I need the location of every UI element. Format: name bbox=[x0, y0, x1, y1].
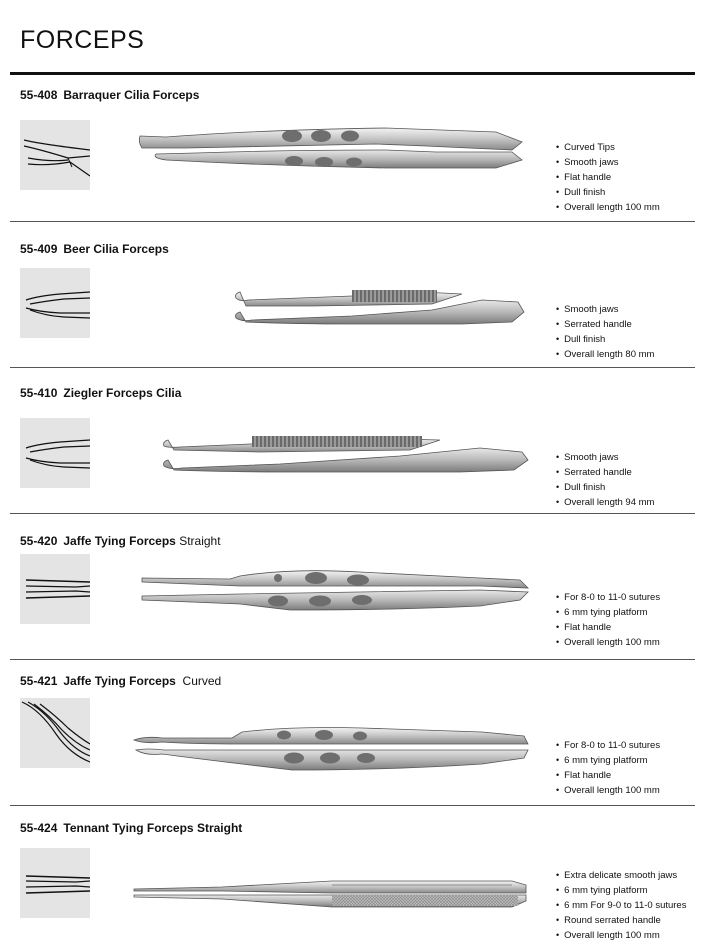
product-55-421 bbox=[10, 666, 695, 806]
feature-item: • For 8-0 to 11-0 sutures bbox=[556, 590, 660, 605]
feature-item: • Dull finish bbox=[556, 480, 654, 495]
product-code: 55-420 bbox=[20, 534, 58, 548]
product-code: 55-421 bbox=[20, 674, 58, 688]
feature-item: • Smooth jaws bbox=[556, 302, 654, 317]
feature-item: • Overall length 100 mm bbox=[556, 200, 660, 215]
product-title bbox=[20, 674, 221, 688]
smooth-jaws-closeup-icon bbox=[20, 418, 90, 488]
feature-item: • 6 mm tying platform bbox=[556, 605, 660, 620]
product-code: 55-424 bbox=[20, 821, 58, 835]
curved-tips-closeup-icon bbox=[20, 120, 90, 190]
product-55-420 bbox=[10, 526, 695, 660]
product-title bbox=[20, 534, 221, 548]
feature-item: • Curved Tips bbox=[556, 140, 660, 155]
product-name: Jaffe Tying Forceps bbox=[63, 534, 176, 548]
ziegler-forceps-cilia-icon bbox=[160, 432, 530, 481]
beer-cilia-forceps-icon bbox=[232, 284, 528, 333]
section-divider bbox=[10, 805, 695, 806]
product-name: Tennant Tying Forceps Straight bbox=[63, 821, 243, 835]
page-title: FORCEPS bbox=[20, 26, 145, 54]
curved-tying-tips-closeup-icon bbox=[20, 698, 90, 768]
feature-item: • Dull finish bbox=[556, 185, 660, 200]
product-55-408 bbox=[10, 80, 695, 222]
tennant-tying-forceps-straight-icon bbox=[132, 875, 530, 916]
barraquer-cilia-forceps-icon bbox=[136, 120, 528, 180]
feature-item: • Flat handle bbox=[556, 170, 660, 185]
product-variant: Straight bbox=[179, 534, 221, 548]
feature-list bbox=[556, 738, 660, 798]
feature-item: • Smooth jaws bbox=[556, 155, 660, 170]
section-divider bbox=[10, 659, 695, 660]
product-title bbox=[20, 386, 181, 400]
feature-item: • Serrated handle bbox=[556, 317, 654, 332]
product-title bbox=[20, 242, 169, 256]
product-title bbox=[20, 88, 199, 102]
feature-item: • For 8-0 to 11-0 sutures bbox=[556, 738, 660, 753]
product-code: 55-410 bbox=[20, 386, 58, 400]
feature-item: • Round serrated handle bbox=[556, 913, 686, 928]
product-name: Barraquer Cilia Forceps bbox=[63, 88, 200, 102]
title-rule bbox=[10, 72, 695, 75]
jaffe-tying-forceps-straight-icon bbox=[140, 564, 530, 619]
smooth-jaws-closeup-icon bbox=[20, 268, 90, 338]
straight-tying-tips-closeup-icon bbox=[20, 848, 90, 918]
section-divider bbox=[10, 513, 695, 514]
product-55-409 bbox=[10, 234, 695, 368]
feature-item: • Overall length 100 mm bbox=[556, 783, 660, 798]
feature-item: • Overall length 94 mm bbox=[556, 495, 654, 510]
feature-item: • Overall length 100 mm bbox=[556, 635, 660, 650]
feature-list bbox=[556, 450, 654, 510]
feature-item: • Dull finish bbox=[556, 332, 654, 347]
feature-list bbox=[556, 868, 686, 943]
product-title bbox=[20, 821, 242, 835]
product-code: 55-408 bbox=[20, 88, 58, 102]
feature-item: • 6 mm For 9-0 to 11-0 sutures bbox=[556, 898, 686, 913]
product-variant: Curved bbox=[182, 674, 222, 688]
product-55-424 bbox=[10, 813, 695, 948]
product-name: Jaffe Tying Forceps bbox=[63, 674, 176, 688]
feature-item: • Flat handle bbox=[556, 768, 660, 783]
feature-item: • 6 mm tying platform bbox=[556, 753, 660, 768]
feature-item: • Smooth jaws bbox=[556, 450, 654, 465]
product-code: 55-409 bbox=[20, 242, 58, 256]
feature-item: • Extra delicate smooth jaws bbox=[556, 868, 686, 883]
feature-item: • Overall length 100 mm bbox=[556, 928, 686, 943]
feature-item: • Serrated handle bbox=[556, 465, 654, 480]
feature-list bbox=[556, 302, 654, 362]
feature-list bbox=[556, 140, 660, 215]
feature-item: • Flat handle bbox=[556, 620, 660, 635]
jaffe-tying-forceps-curved-icon bbox=[132, 722, 530, 779]
section-divider bbox=[10, 367, 695, 368]
feature-item: • 6 mm tying platform bbox=[556, 883, 686, 898]
product-55-410 bbox=[10, 378, 695, 514]
section-divider bbox=[10, 221, 695, 222]
straight-tying-tips-closeup-icon bbox=[20, 554, 90, 624]
product-name: Ziegler Forceps Cilia bbox=[63, 386, 182, 400]
feature-item: • Overall length 80 mm bbox=[556, 347, 654, 362]
product-name: Beer Cilia Forceps bbox=[63, 242, 169, 256]
feature-list bbox=[556, 590, 660, 650]
